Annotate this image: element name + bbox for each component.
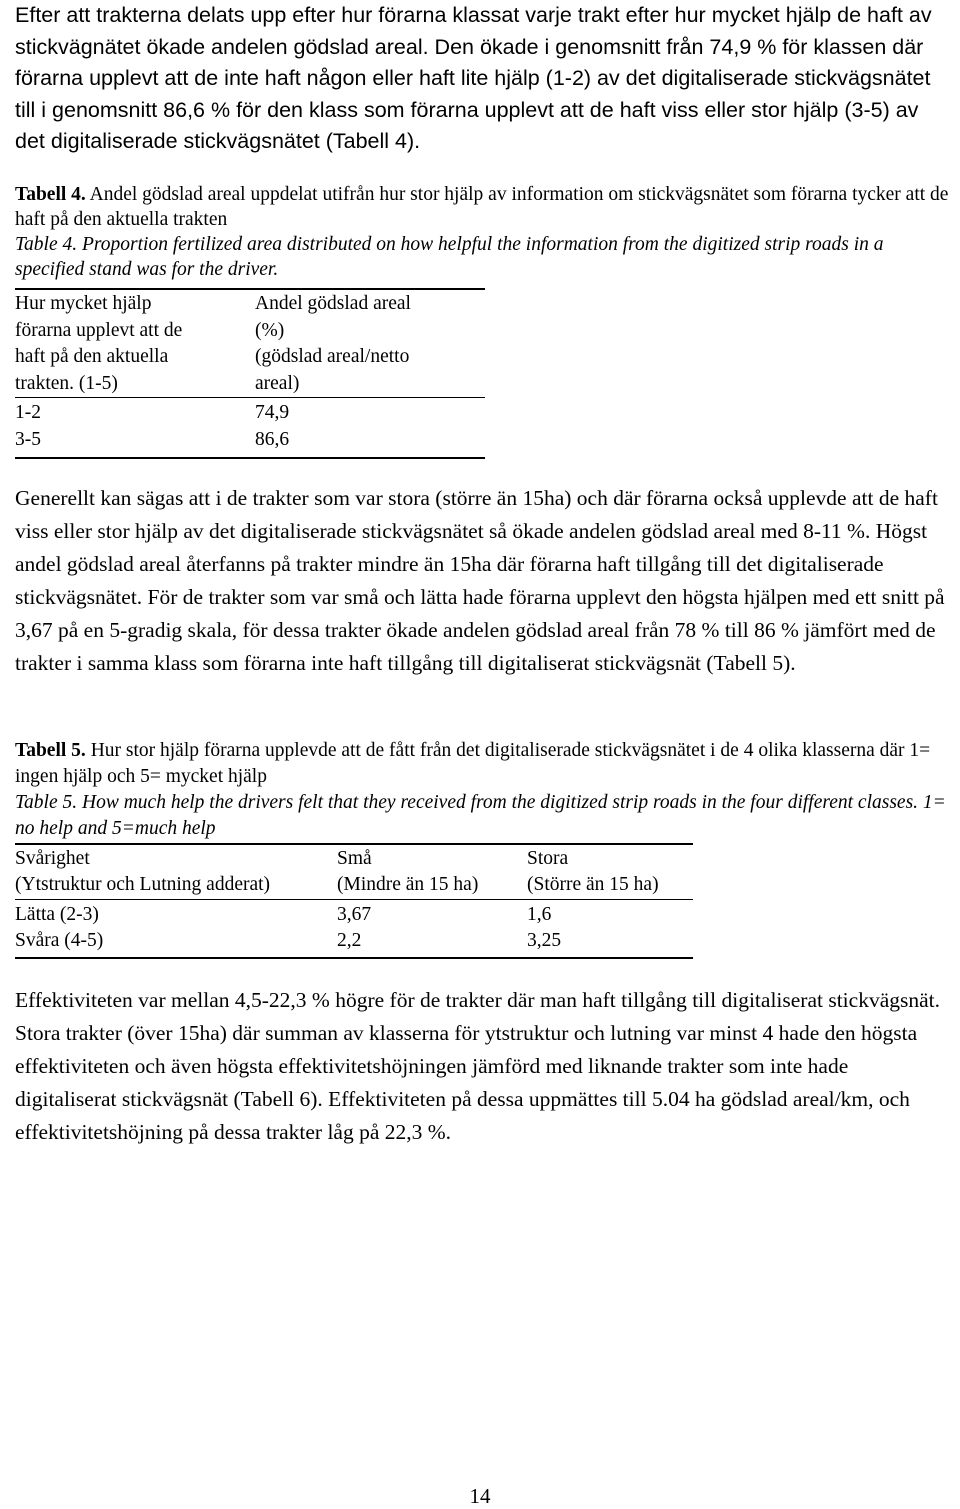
body-paragraph-3: Effektiviteten var mellan 4,5-22,3 % högre för de trakter där man haft tillgång till digitaliserat stickvägsnät. Stora trakter (över 15ha) där summan av klasserna för ytstruktur och lutning var minst 4 hade den högsta effektiviteten och även högsta effektivitetshöjningen jämförd med liknande trakter som inte hade digitaliserat stickvägsnät (Tabell 6). Effektiviteten på dessa uppmättes till 5.04 ha gödslad areal/km, och effektivitetshöjning på dessa trakter låg på 22,3 %. — [15, 988, 941, 1144]
table5-header-small — [337, 846, 527, 898]
header-line: (Ytstruktur och Lutning adderat) — [15, 874, 271, 895]
table-cell: 74,9 — [255, 402, 290, 423]
table4-caption-swedish: Andel gödslad areal uppdelat utifrån hur stor hjälp av information om stickvägsnätet som förarna tycker att de haft på den aktuella trakten — [15, 184, 949, 230]
header-line: (Mindre än 15 ha) — [337, 874, 479, 895]
header-line: trakten. (1-5) — [15, 372, 118, 394]
table-cell: 1,6 — [527, 904, 552, 925]
header-line: (%) — [255, 319, 285, 341]
header-line: Svårighet — [15, 848, 90, 869]
header-line: Små — [337, 848, 372, 869]
table-cell: Lätta (2-3) — [15, 904, 99, 925]
table-cell: 3-5 — [15, 428, 41, 450]
table5-header-row — [15, 845, 693, 900]
header-line: haft på den aktuella — [15, 346, 169, 367]
table4-header-row — [15, 290, 485, 398]
table5-caption-label: Tabell 5. — [15, 740, 86, 761]
table-cell: 1-2 — [15, 402, 41, 423]
table-row — [15, 928, 693, 954]
table-row — [15, 427, 485, 454]
table4-body — [15, 398, 485, 457]
table4-header-share — [255, 291, 485, 397]
table4-caption-label: Tabell 4. — [15, 184, 86, 205]
table-row — [15, 902, 693, 928]
table-cell: Svåra (4-5) — [15, 930, 104, 951]
body-paragraph-1: Efter att trakterna delats upp efter hur förarna klassat varje trakt efter hur mycket hjälp de haft av stickvägnätet ökade andelen gödslad areal. Den ökade i genomsnitt från 74,9 % för klassen där förarna upplevt att de inte haft någon eller haft lite hjälp (1-2) av det digitaliserade stickvägsnätet till i genomsnitt 86,6 % för den klass som förarna upplevt att de haft viss eller stor hjälp (3-5) av det digitaliserade stickvägsnätet (Tabell 4). — [15, 3, 932, 153]
table5-header-difficulty — [15, 846, 337, 898]
table5-caption-swedish: Hur stor hjälp förarna upplevde att de fått från det digitaliserade stickvägsnätet i de 4 olika klasserna där 1= ingen hjälp och 5= mycket hjälp — [15, 740, 931, 787]
body-paragraph-2: Generellt kan sägas att i de trakter som var stora (större än 15ha) och där förarna också upplevde att de haft viss eller stor hjälp av det digitaliserade stickvägsnätet så ökade andelen gödslad areal med 8-11 %. Högst andel gödslad areal återfanns på trakter mindre än 15ha där förarna haft tillgång till det digitaliserade stickvägsnätet. För de trakter som var små och lätta hade förarna upplevt den högsta hjälpen med ett snitt på 3,67 på en 5-gradig skala, för dessa trakter ökade andelen gödslad areal från 78 % till 86 % jämfört med de trakter i samma klass som förarna inte haft tillgång till digitaliserat stickvägsnät (Tabell 5). — [15, 486, 945, 675]
table5-body — [15, 900, 693, 957]
table4-header-help — [15, 291, 255, 397]
table-cell: 3,67 — [337, 904, 372, 925]
table-cell: 3,25 — [527, 930, 562, 951]
header-line: Stora — [527, 848, 569, 869]
header-line: (gödslad areal/netto — [255, 346, 410, 367]
header-line: Hur mycket hjälp — [15, 293, 152, 314]
table-5 — [15, 843, 693, 959]
table-cell: 2,2 — [337, 930, 362, 951]
table5-caption — [15, 738, 950, 842]
header-line: areal) — [255, 372, 300, 394]
header-line: Andel gödslad areal — [255, 293, 411, 314]
table4-caption-english: Table 4. Proportion fertilized area distributed on how helpful the information from the digitized strip roads in a specified stand was for the driver. — [15, 234, 884, 280]
header-line: förarna upplevt att de — [15, 319, 183, 341]
table-4 — [15, 288, 485, 459]
table5-caption-english: Table 5. How much help the drivers felt that they received from the digitized strip roads in the four different classes. 1= no help and 5=much help — [15, 792, 946, 839]
table5-header-large — [527, 846, 693, 898]
header-line: (Större än 15 ha) — [527, 874, 659, 895]
table4-caption — [15, 182, 950, 282]
page-number: 14 — [469, 1484, 491, 1508]
table-row — [15, 400, 485, 427]
table-cell: 86,6 — [255, 428, 290, 450]
